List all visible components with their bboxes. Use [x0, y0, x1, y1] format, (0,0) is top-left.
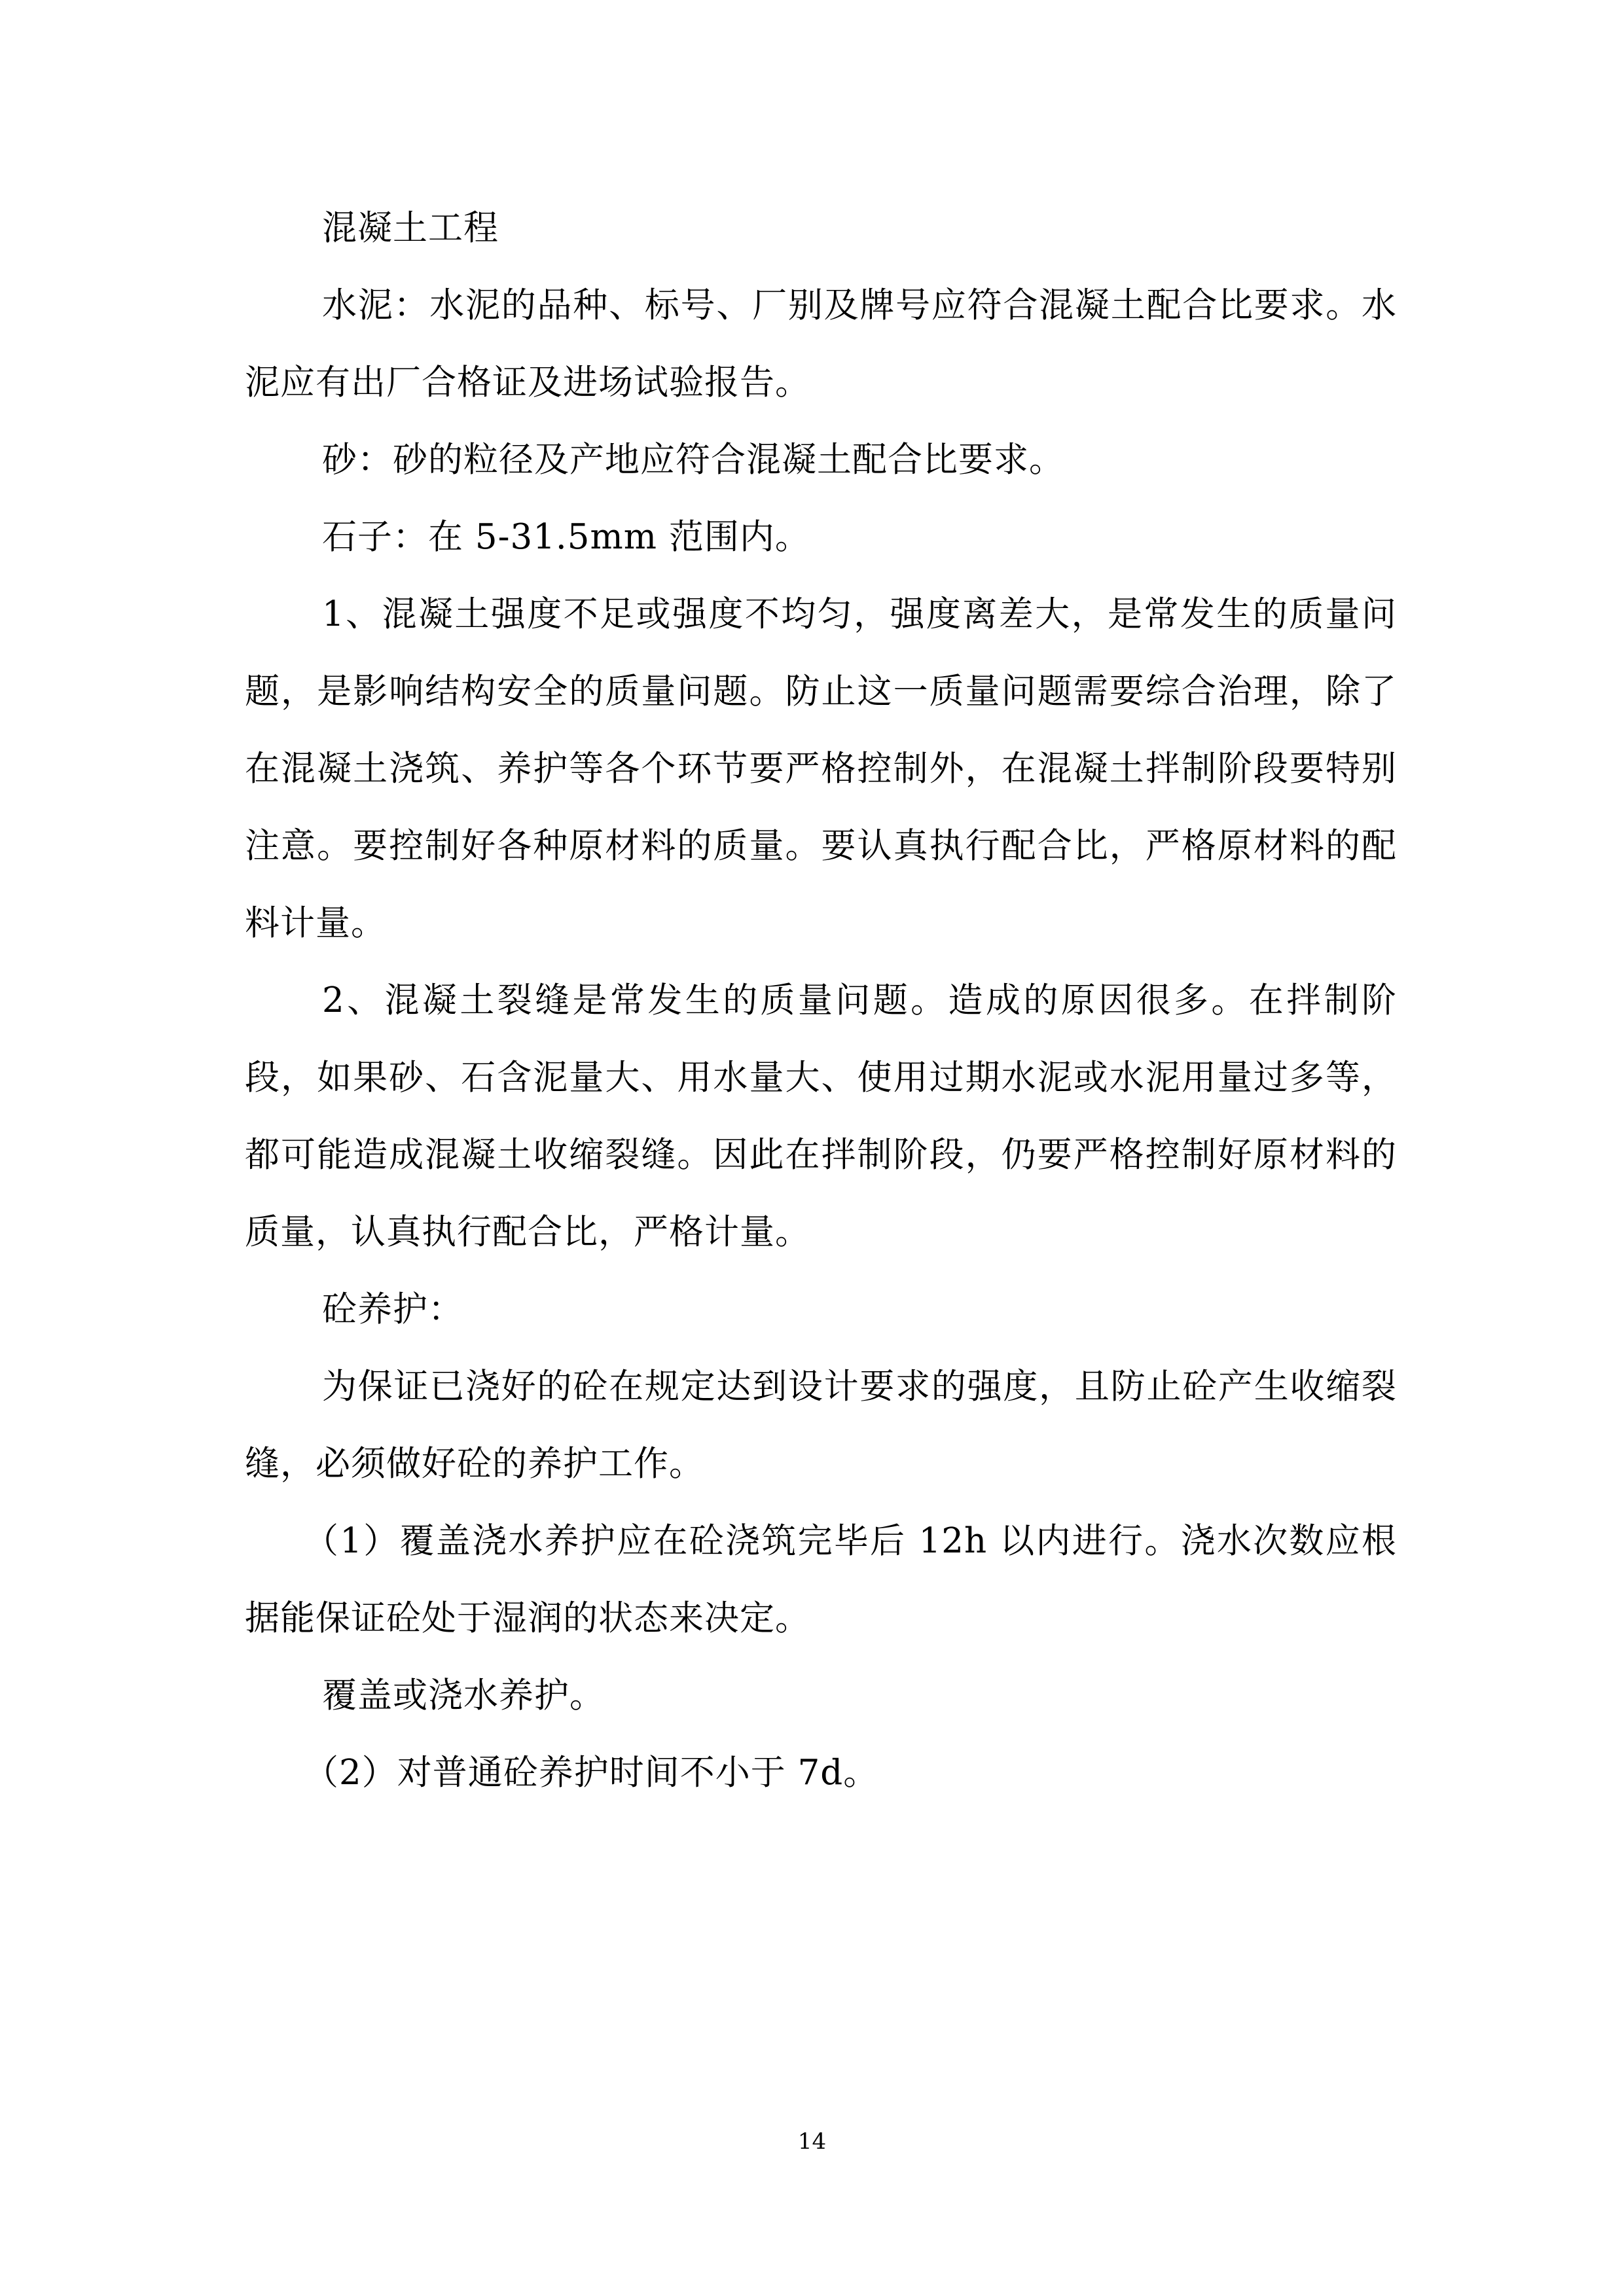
paragraph-curing-cover: 覆盖或浇水养护。	[322, 1676, 605, 1715]
paragraph-cement: 水泥：水泥的品种、标号、厂别及牌号应符合混凝土配合比要求。水泥应有出厂合格证及进场试验报告。	[245, 285, 1397, 403]
paragraph-sand: 砂：砂的粒径及产地应符合混凝土配合比要求。	[322, 440, 1064, 480]
document-body	[245, 190, 1397, 1812]
paragraph-item-1: 1、混凝土强度不足或强度不均匀，强度离差大，是常发生的质量问题，是影响结构安全的质量问题。防止这一质量问题需要综合治理，除了在混凝土浇筑、养护等各个环节要严格控制外，在混凝土拌制阶段要特别注意。要控制好各种原材料的质量。要认真执行配合比，严格原材料的配料计量。	[245, 594, 1397, 943]
paragraph-curing-heading: 砼养护：	[322, 1289, 463, 1329]
paragraph-stone: 石子：在 5-31.5mm 范围内。	[322, 517, 810, 557]
section-heading: 混凝土工程	[322, 208, 499, 248]
paragraph-curing-2: （2）对普通砼养护时间不小于 7d。	[304, 1753, 879, 1793]
page-number: 14	[797, 2128, 827, 2155]
paragraph-curing-intro: 为保证已浇好的砼在规定达到设计要求的强度，且防止砼产生收缩裂缝，必须做好砼的养护工作。	[245, 1367, 1397, 1484]
paragraph-curing-1: （1）覆盖浇水养护应在砼浇筑完毕后 12h 以内进行。浇水次数应根据能保证砼处于湿润的状态来决定。	[245, 1521, 1397, 1638]
paragraph-item-2: 2、混凝土裂缝是常发生的质量问题。造成的原因很多。在拌制阶段，如果砂、石含泥量大、用水量大、使用过期水泥或水泥用量过多等，都可能造成混凝土收缩裂缝。因此在拌制阶段，仍要严格控制好原材料的质量，认真执行配合比，严格计量。	[245, 980, 1397, 1252]
